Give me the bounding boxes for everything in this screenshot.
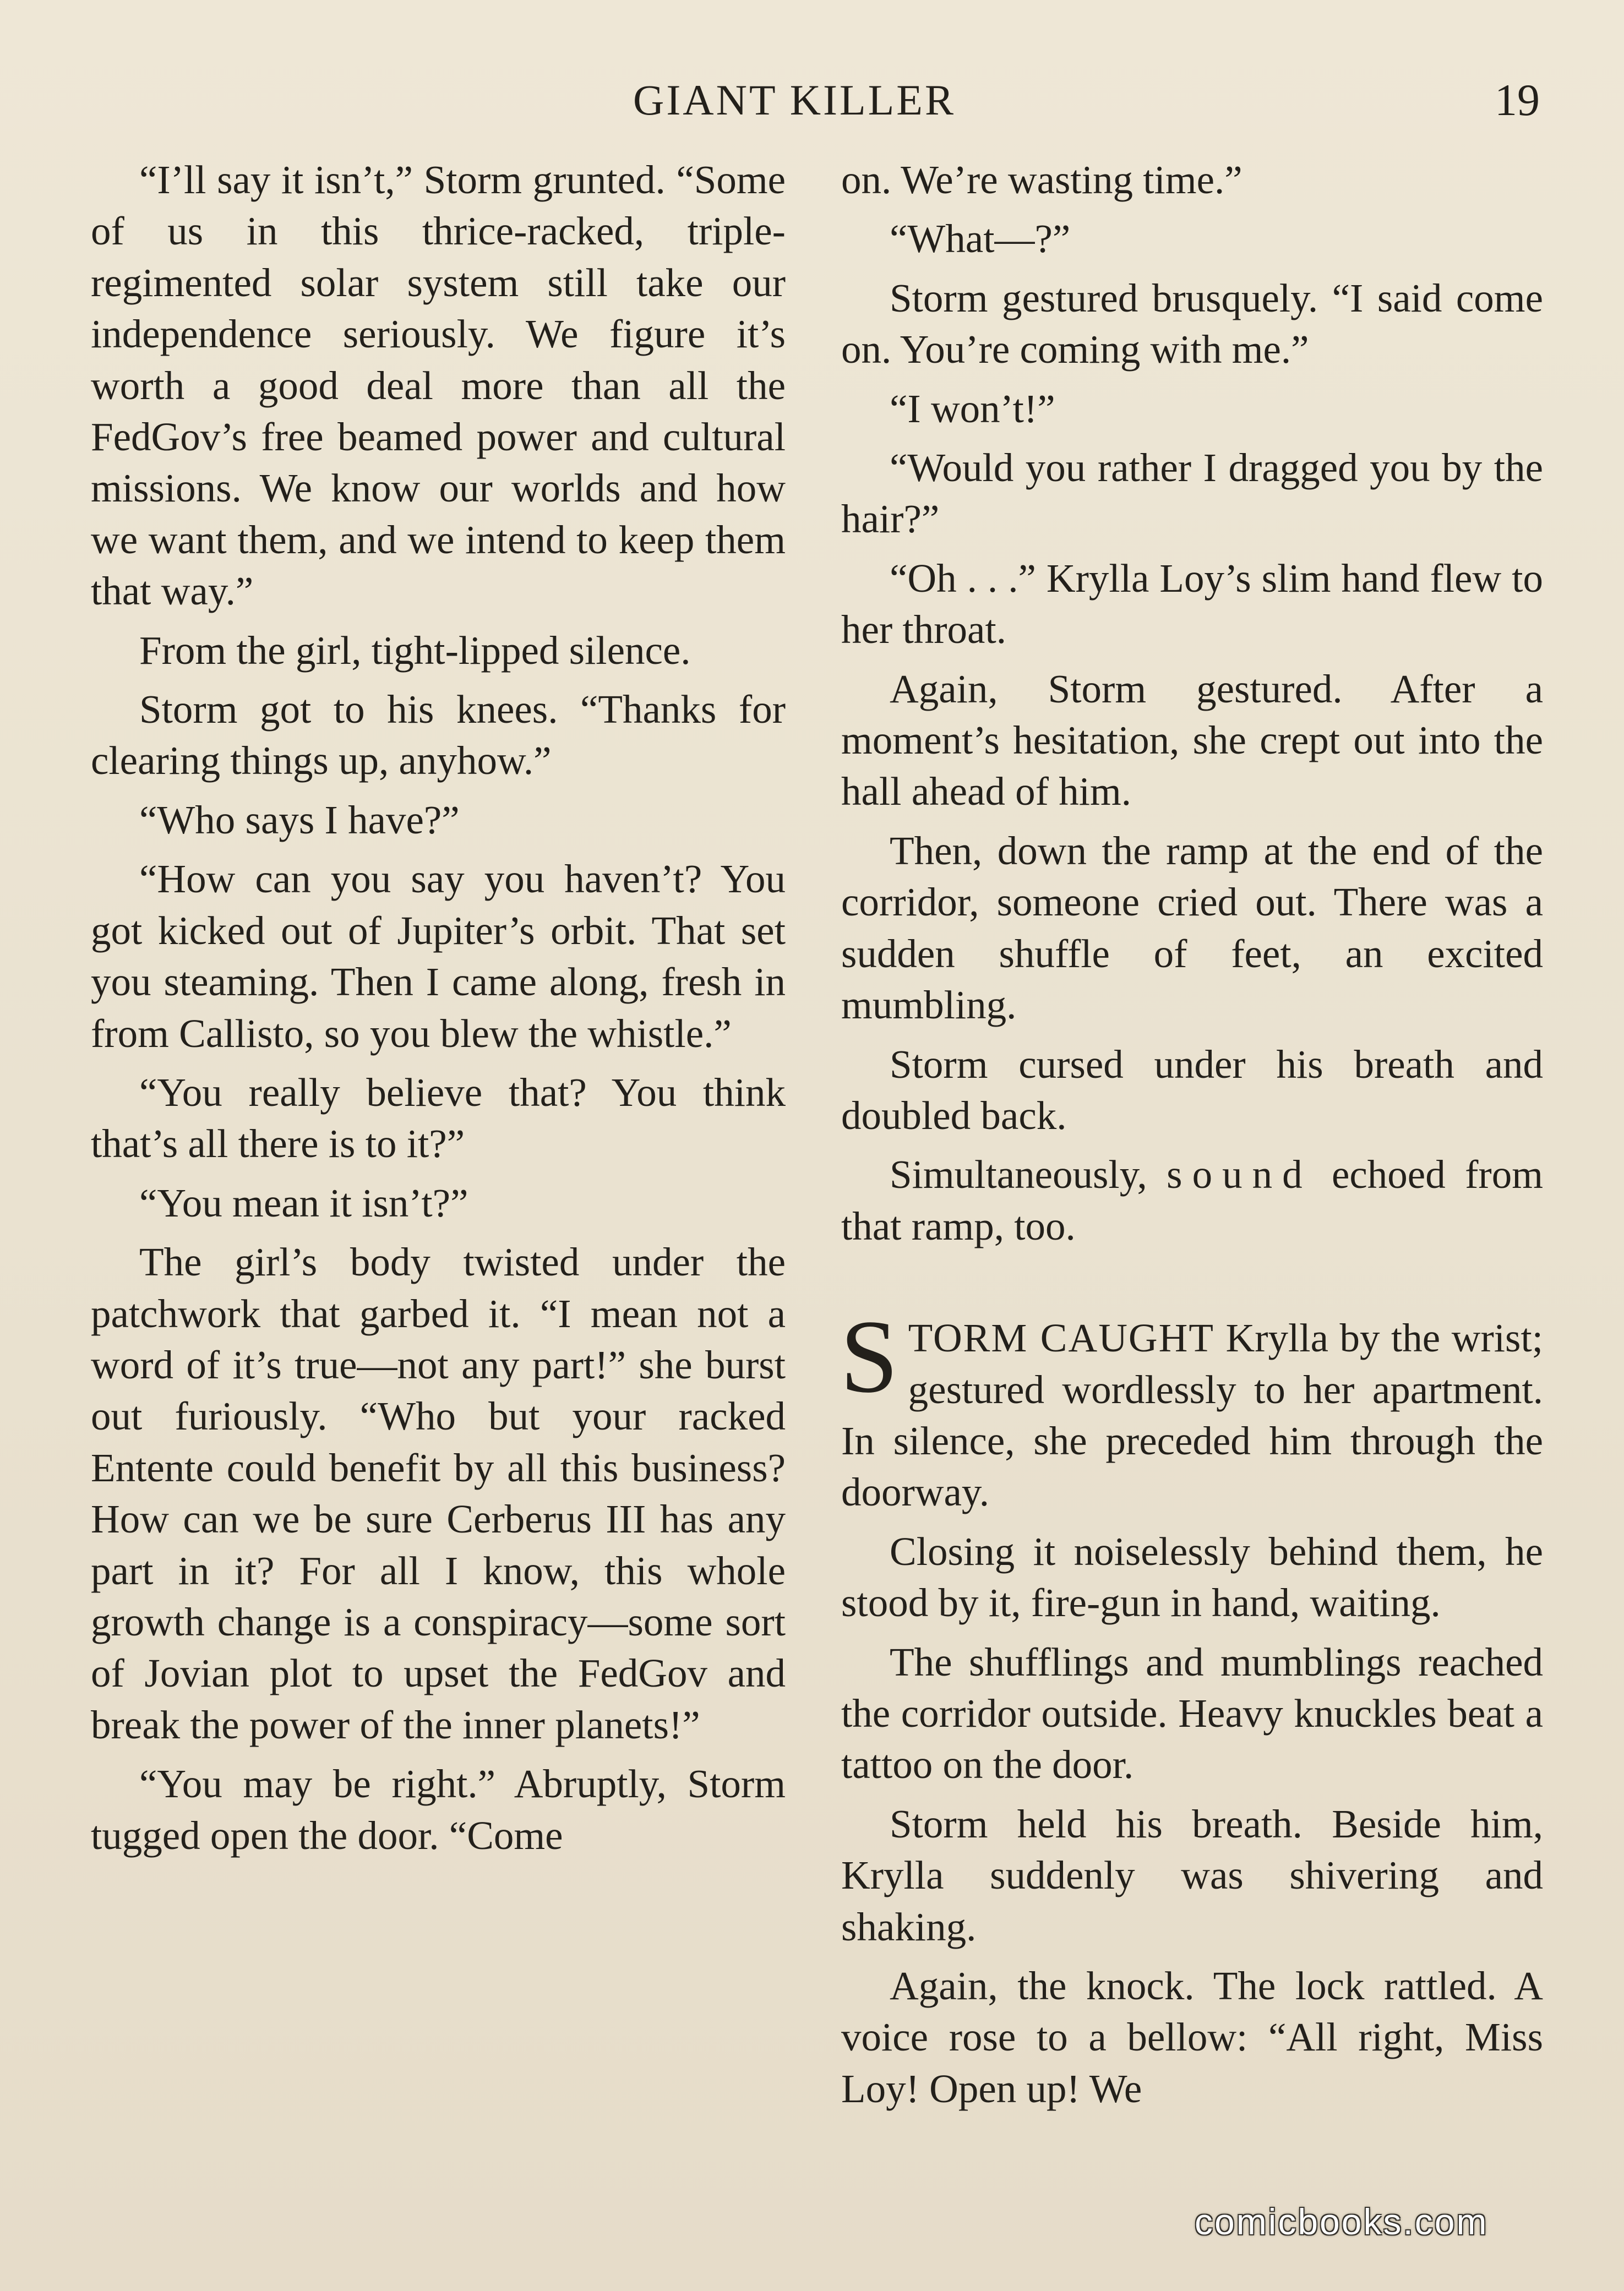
paragraph: Storm got to his knees. “Thanks for clearing things up, anyhow.”	[91, 687, 786, 783]
paragraph: “Would you rather I dragged you by the hair?”	[841, 445, 1543, 542]
paragraph: “What—?”	[890, 216, 1071, 261]
left-column	[91, 154, 786, 1861]
paragraph: Again, Storm gestured. After a moment’s hesitation, she crept out into the hall ahead of him.	[841, 666, 1543, 814]
paragraph: “You mean it isn’t?”	[139, 1180, 468, 1225]
paragraph: Then, down the ramp at the end of the corridor, someone cried out. There was a sudden shuffle of feet, an excited mumbling.	[841, 828, 1543, 1028]
paragraph: “I won’t!”	[890, 386, 1055, 431]
paragraph: “How can you say you haven’t? You got kicked out of Jupiter’s orbit. That set you steaming. Then I came along, fresh in from Callisto, so you blew the whistle.”	[91, 857, 786, 1056]
paragraph: Storm gestured brusquely. “I said come on. You’re coming with me.”	[841, 275, 1543, 372]
spaced-word-paragraph	[841, 1149, 1543, 1252]
paragraph: The shufflings and mumblings reached the corridor outside. Heavy knuckles beat a tattoo on the door.	[841, 1639, 1543, 1787]
paragraph: Storm held his breath. Beside him, Krylla suddenly was shivering and shaking.	[841, 1801, 1543, 1949]
watermark: comicbooks.com	[1195, 2201, 1489, 2242]
paragraph: Closing it noiselessly behind them, he stood by it, fire-gun in hand, waiting.	[841, 1529, 1543, 1625]
spaced-word: sound	[1167, 1152, 1312, 1197]
paragraph: “You may be right.” Abruptly, Storm tugged open the door. “Come	[91, 1761, 786, 1858]
paragraph: “Oh . . .” Krylla Loy’s slim hand flew to her throat.	[841, 555, 1543, 652]
opening-text: Krylla by the wrist; gestured wordlessly to her apartment. In silence, she preceded him through the doorway.	[841, 1316, 1544, 1515]
section-opening-paragraph	[840, 1299, 1544, 1518]
paragraph: Storm cursed under his breath and doubled back.	[841, 1041, 1543, 1138]
lead-in: TORM CAUGHT	[908, 1316, 1214, 1361]
text-after: echoed from that ramp, too.	[841, 1152, 1544, 1248]
paragraph: “Who says I have?”	[139, 797, 460, 842]
running-title: GIANT KILLER	[633, 76, 956, 124]
paragraph: “You really believe that? You think that’s all there is to it?”	[91, 1070, 786, 1166]
paragraph: “I’ll say it isn’t,” Storm grunted. “Some of us in this thrice-racked, triple-regimented solar system still take our independence seriously. We figure it’s worth a good deal more than all the FedGov’s free beamed power and cultural missions. We know our worlds and how we want them, and we intend to keep them that way.”	[91, 157, 786, 614]
page-number: 19	[1495, 75, 1540, 125]
text-before: Simultaneously,	[890, 1152, 1147, 1197]
right-column	[841, 154, 1543, 2114]
paragraph: The girl’s body twisted under the patchwork that garbed it. “I mean not a word of it’s true—not any part!” she burst out furiously. “Who but your racked Entente could benefit by all this business? How can we be sure Cerberus III has any part in it? For all I know, this whole growth change is a conspiracy—some sort of Jovian plot to upset the FedGov and break the power of the inner planets!”	[91, 1240, 786, 1747]
paragraph: From the girl, tight-lipped silence.	[139, 628, 691, 673]
drop-cap: S	[840, 1299, 898, 1415]
paragraph: Again, the knock. The lock rattled. A voice rose to a bellow: “All right, Miss Loy! Open up! We	[841, 1963, 1543, 2111]
continued-paragraph: on. We’re wasting time.”	[841, 157, 1242, 202]
